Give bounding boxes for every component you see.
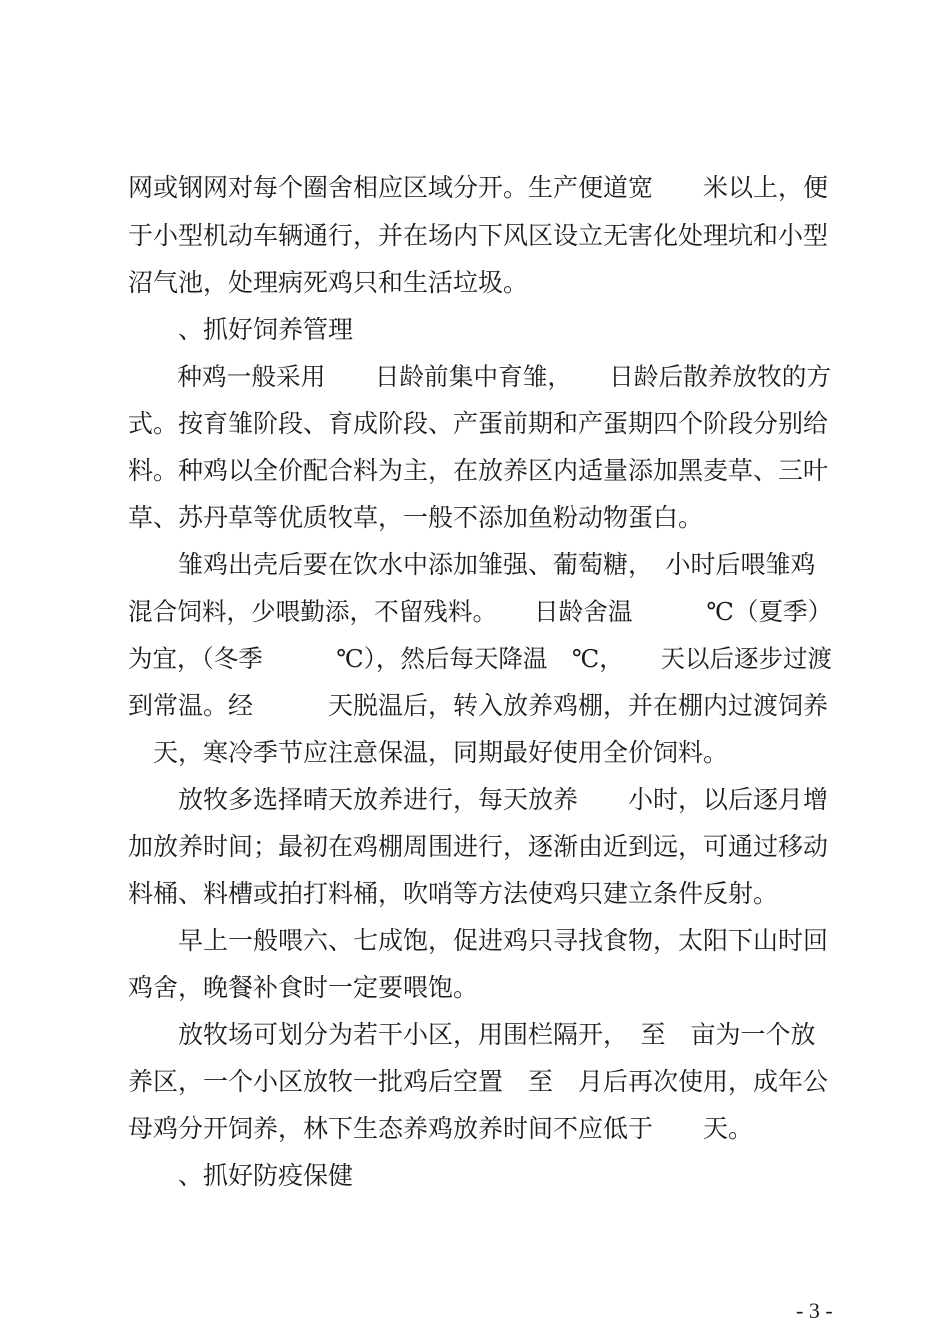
- text-line-21: 母鸡分开饲养，林下生态养鸡放养时间不应低于 天。: [128, 1114, 754, 1143]
- text-line-8: 草、苏丹草等优质牧草，一般不添加鱼粉动物蛋白。: [128, 503, 704, 532]
- text-line-5: 种鸡一般采用 日龄前集中育雏， 日龄后散养放牧的方: [128, 362, 832, 391]
- text-line-7: 料。种鸡以全价配合料为主，在放养区内适量添加黑麦草、三叶: [128, 456, 829, 485]
- text-line-10: 混合饲料，少喂勤添，不留残料。 日龄舍温 ℃（夏季）: [128, 597, 833, 626]
- text-line-6: 式。按育雏阶段、育成阶段、产蛋前期和产蛋期四个阶段分别给: [128, 409, 829, 438]
- text-line-20: 养区，一个小区放牧一批鸡后空置 至 月后再次使用，成年公: [128, 1067, 829, 1096]
- text-line-16: 料桶、料槽或拍打料桶，吹哨等方法使鸡只建立条件反射。: [128, 879, 779, 908]
- text-line-11: 为宜，（冬季 ℃），然后每天降温 ℃， 天以后逐步过渡: [128, 644, 833, 673]
- text-line-14: 放牧多选择晴天放养进行，每天放养 小时，以后逐月增: [128, 785, 829, 814]
- text-line-1: 网或钢网对每个圈舍相应区域分开。生产便道宽 米以上，便: [128, 173, 829, 202]
- text-line-13: 天，寒冷季节应注意保温，同期最好使用全价饲料。: [128, 738, 729, 767]
- text-line-15: 加放养时间；最初在鸡棚周围进行，逐渐由近到远，可通过移动: [128, 832, 829, 861]
- text-line-19: 放牧场可划分为若干小区，用围栏隔开， 至 亩为一个放: [128, 1020, 816, 1049]
- text-line-3: 沼气池，处理病死鸡只和生活垃圾。: [128, 268, 529, 297]
- text-line-9: 雏鸡出壳后要在饮水中添加雏强、葡萄糖， 小时后喂雏鸡: [128, 550, 816, 579]
- page-number: - 3 -: [796, 1298, 833, 1323]
- section-heading-feeding: 、抓好饲养管理: [128, 315, 354, 344]
- text-line-12: 到常温。经 天脱温后，转入放养鸡棚，并在棚内过渡饲养: [128, 691, 829, 720]
- text-line-18: 鸡舍，晚餐补食时一定要喂饱。: [128, 973, 479, 1002]
- section-heading-epidemic-prevention: 、抓好防疫保健: [128, 1161, 354, 1190]
- text-line-17: 早上一般喂六、七成饱，促进鸡只寻找食物，太阳下山时回: [128, 926, 829, 955]
- text-line-2: 于小型机动车辆通行，并在场内下风区设立无害化处理坑和小型: [128, 221, 829, 250]
